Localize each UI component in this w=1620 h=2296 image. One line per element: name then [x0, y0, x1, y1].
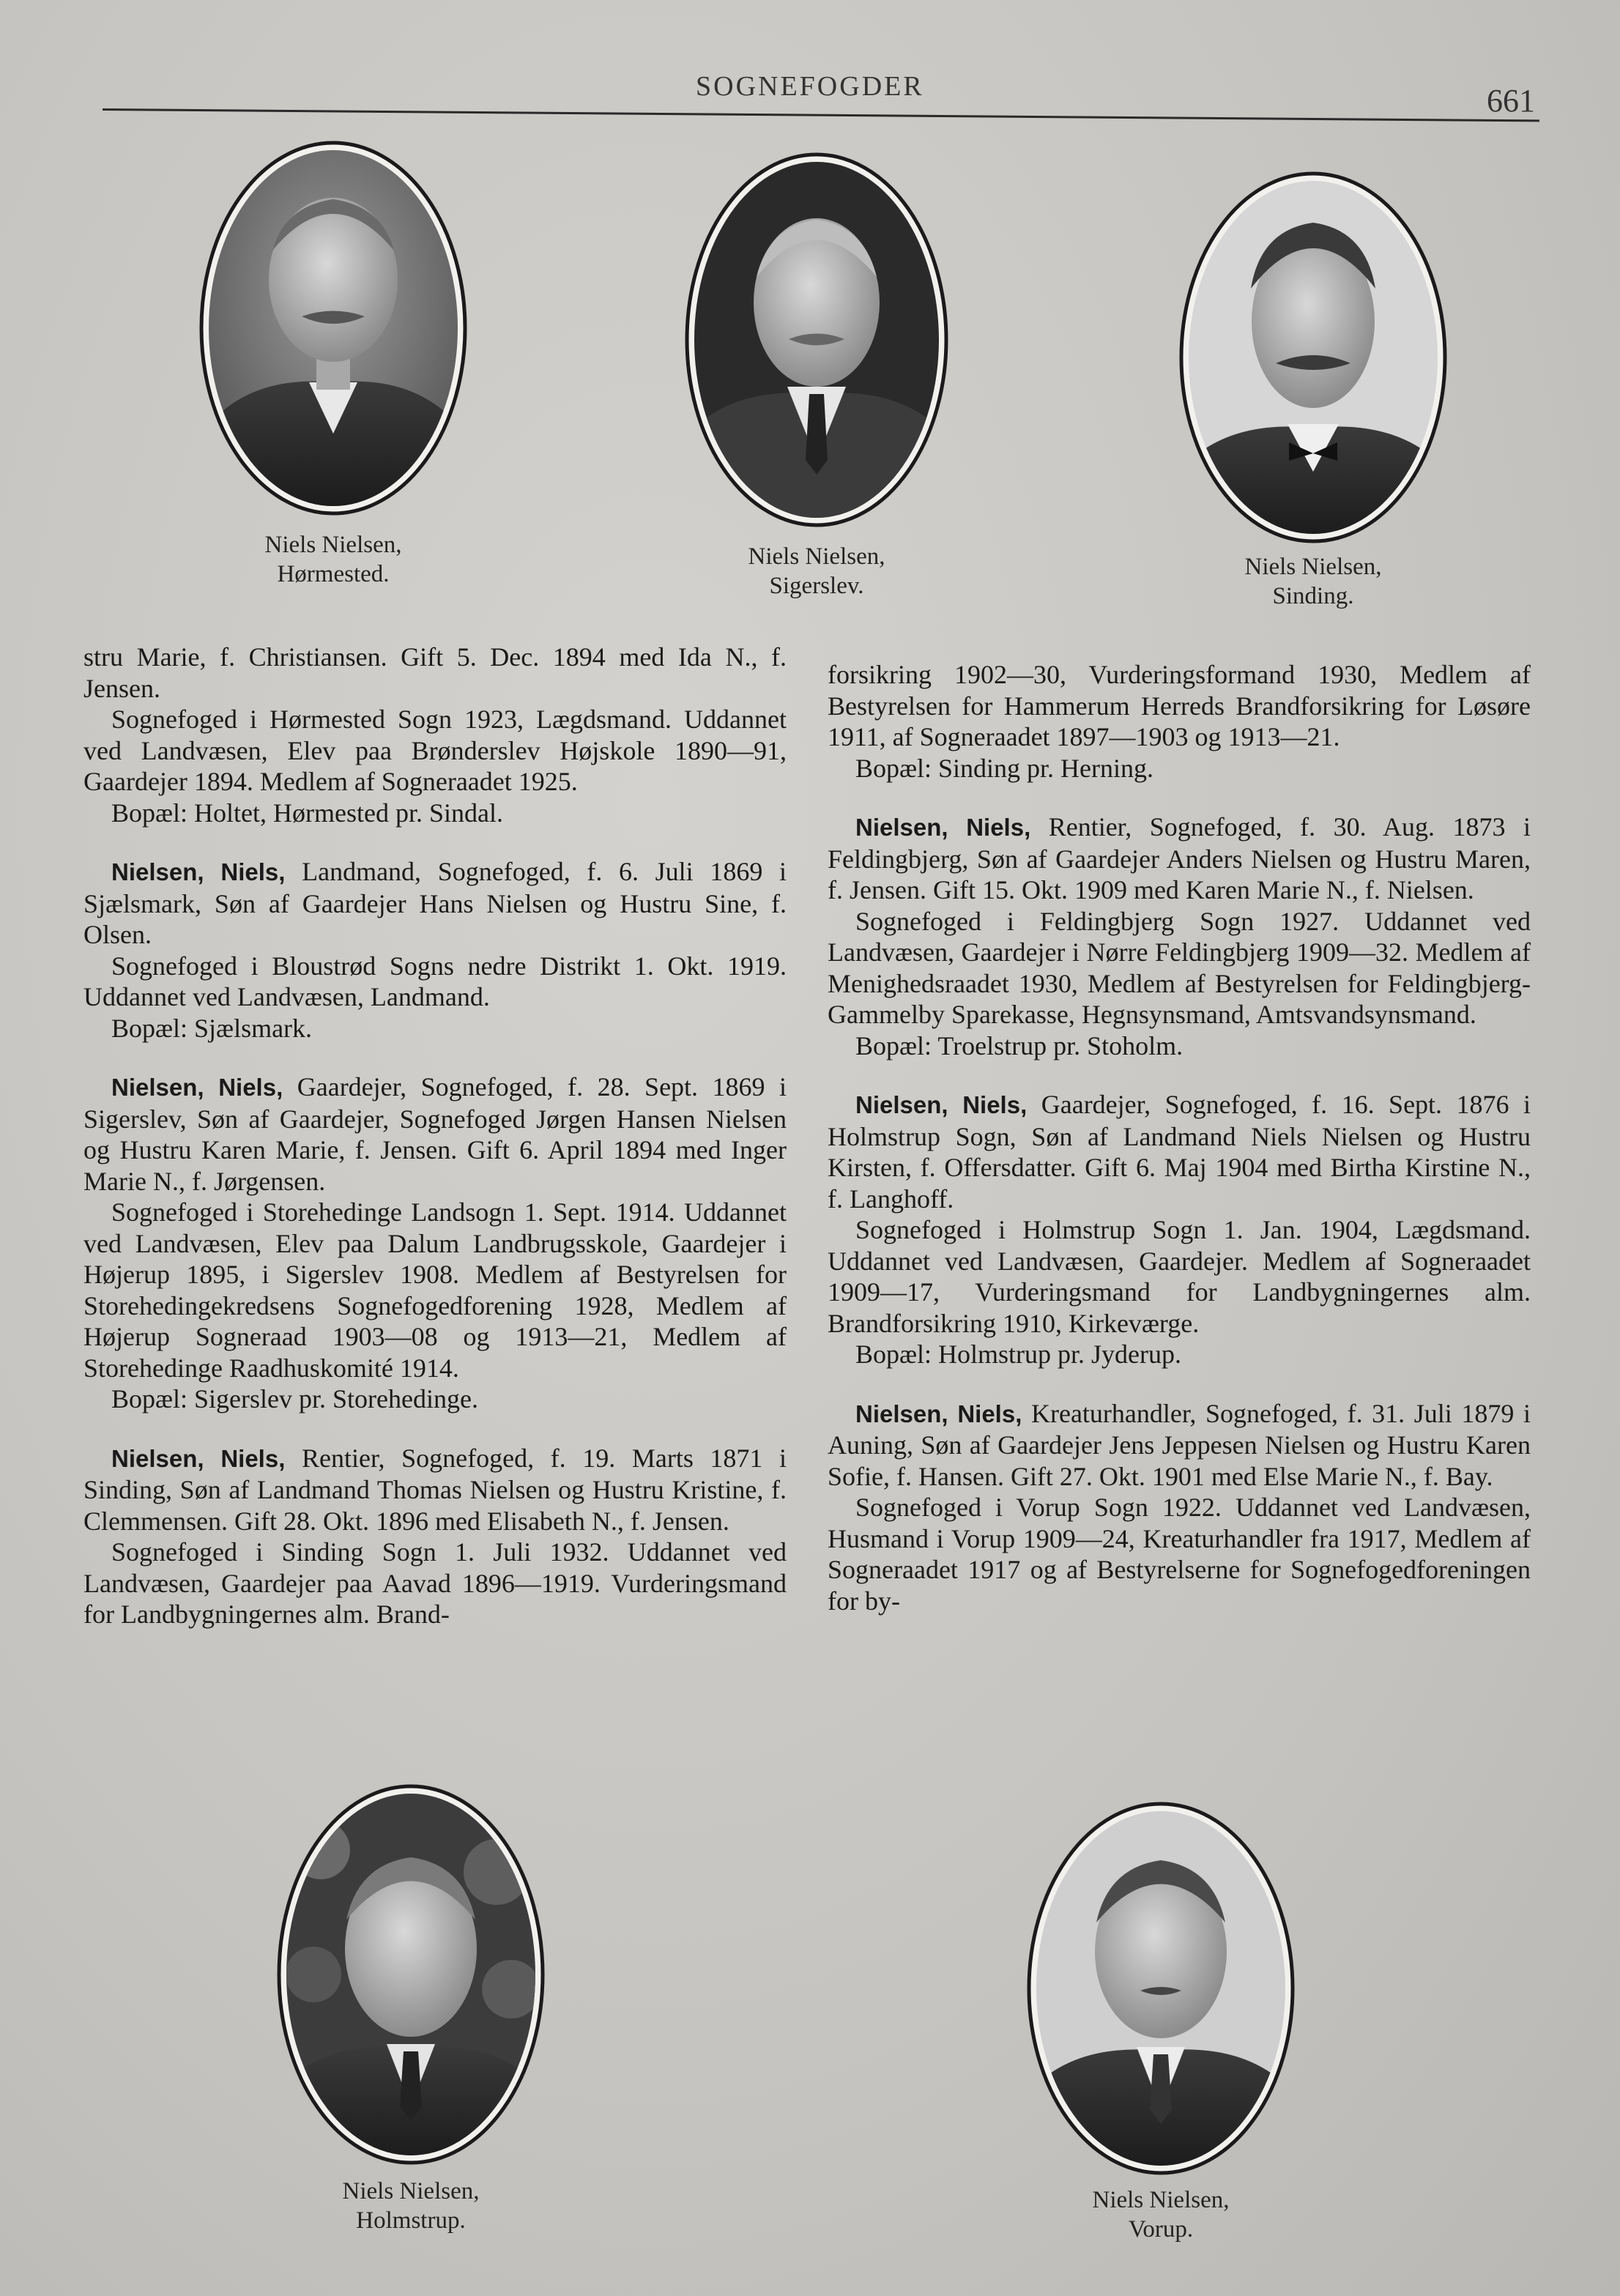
entry-bio: Rentier, Sognefoged, f. 19. Marts 1871 i Sinding, Søn af Landmand Thomas Nielsen og Hustru Kristine, f. Clemmensen. Gift 28. Okt. 1896 med Elisabeth N., f. Jensen.	[83, 1443, 787, 1536]
entry-address: Bopæl: Sigerslev pr. Storehedinge.	[111, 1384, 478, 1413]
entry-bio: Kreaturhandler, Sognefoged, f. 31. Juli 1879 i Auning, Søn af Gaardejer Jens Jeppesen Nielsen og Hustru Karen Sofie, f. Hansen. Gift 27. Okt. 1901 med Else Marie N., f. Bay.	[828, 1398, 1531, 1491]
portrait-sinding	[1179, 171, 1447, 543]
entry-career: Sognefoged i Feldingbjerg Sogn 1927. Uddannet ved Landvæsen, Gaardejer i Nørre Feldingbjerg 1909—32. Medlem af Menighedsraadet 1930, Medlem af Bestyrelsen for Feldingbjerg-Gammelby Sparekasse, Hegnsynsmand, Amtsvandsynsmand.	[828, 906, 1531, 1029]
header-rule	[103, 108, 1539, 122]
portrait-sigerslev	[685, 152, 948, 527]
biography-entry	[828, 1089, 1531, 1370]
entry-bio: Gaardejer, Sognefoged, f. 28. Sept. 1869 i Sigerslev, Søn af Gaardejer, Sognefoged Jørgen Hansen Nielsen og Hustru Karen Marie, f. Jensen. Gift 6. April 1894 med Inger Marie N., f. Jørgensen.	[83, 1072, 787, 1196]
portrait-hormested	[199, 141, 467, 516]
biography-entry	[828, 1398, 1531, 1617]
entry-career: Sognefoged i Vorup Sogn 1922. Uddannet ved Landvæsen, Husmand i Vorup 1909—24, Kreaturhandler fra 1917, Medlem af Sogneraadet 1917 og af Bestyrelserne for Sognefogedforeningen for by-	[828, 1493, 1531, 1616]
entry-name: Nielsen, Niels,	[855, 1091, 1028, 1118]
entry-name: Nielsen, Niels,	[855, 814, 1031, 841]
entry-continuation: forsikring 1902—30, Vurderingsformand 1930, Medlem af Bestyrelsen for Hammerum Herreds Brandforsikring for Løsøre 1911, af Sogneraadet 1897—1903 og 1913—21.	[828, 660, 1531, 751]
biography-entry	[83, 1443, 787, 1630]
biography-entry	[83, 1071, 787, 1415]
portrait-caption: Niels Nielsen, Sigerslev.	[748, 543, 885, 599]
biography-entry	[83, 856, 787, 1044]
portrait-caption: Niels Nielsen, Vorup.	[1092, 2187, 1230, 2243]
entry-bio: Gaardejer, Sognefoged, f. 16. Sept. 1876 i Holmstrup Sogn, Søn af Landmand Niels Nielsen og Hustru Kirsten, f. Offersdatter. Gift 6. Maj 1904 med Birtha Kirstine N., f. Langhoff.	[828, 1090, 1531, 1214]
entry-name: Nielsen, Niels,	[111, 1444, 286, 1472]
entry-career: Sognefoged i Storehedinge Landsogn 1. Sept. 1914. Uddannet ved Landvæsen, Elev paa Dalum Landbrugsskole, Gaardejer i Højerup 1895, i Sigerslev 1908. Medlem af Bestyrelsen for Storehedingekredsens Sognefogedforening 1928, Medlem af Højerup Sogneraad 1903—08 og 1913—21, Medlem af Storehedinge Raadhuskomité 1914.	[83, 1197, 787, 1383]
running-title: SOGNEFOGDER	[696, 71, 924, 102]
entry-bio: Landmand, Sognefoged, f. 6. Juli 1869 i Sjælsmark, Søn af Gaardejer Hans Nielsen og Hustru Sine, f. Olsen.	[83, 857, 787, 949]
entry-name: Nielsen, Niels,	[111, 1074, 283, 1101]
entry-career: Sognefoged i Sinding Sogn 1. Juli 1932. Uddannet ved Landvæsen, Gaardejer paa Aavad 1896—1919. Vurderingsmand for Landbygningernes alm. Brand-	[83, 1537, 787, 1629]
entry-career: Sognefoged i Bloustrød Sogns nedre Distrikt 1. Okt. 1919. Uddannet ved Landvæsen, Landmand.	[83, 951, 787, 1011]
entry-address: Bopæl: Holmstrup pr. Jyderup.	[855, 1340, 1182, 1369]
entry-career: Sognefoged i Holmstrup Sogn 1. Jan. 1904, Lægdsmand. Uddannet ved Landvæsen, Gaardejer. Medlem af Sogneraadet 1909—17, Vurderingsmand for Landbygningernes alm. Brandforsikring 1910, Kirkeværge.	[828, 1215, 1531, 1338]
entry-name: Nielsen, Niels,	[855, 1400, 1022, 1427]
entry-address: Bopæl: Sjælsmark.	[111, 1013, 313, 1043]
entry-career: Sognefoged i Hørmested Sogn 1923, Lægdsmand. Uddannet ved Landvæsen, Elev paa Brønderslev Højskole 1890—91, Gaardejer 1894. Medlem af Sogneraadet 1925.	[83, 705, 787, 796]
portrait-caption: Niels Nielsen, Sinding.	[1244, 554, 1382, 609]
entry-name: Nielsen, Niels,	[111, 858, 286, 885]
portrait-vorup	[1027, 1802, 1295, 2175]
portrait-holmstrup	[277, 1784, 545, 2165]
left-column	[83, 642, 787, 1630]
entry-address: Bopæl: Troelstrup pr. Stoholm.	[855, 1030, 1184, 1060]
entry-address: Bopæl: Sinding pr. Herning.	[855, 753, 1154, 783]
entry-continuation: stru Marie, f. Christiansen. Gift 5. Dec. 1894 med Ida N., f. Jensen.	[83, 642, 787, 703]
portrait-caption: Niels Nielsen, Holmstrup.	[342, 2178, 480, 2234]
right-column	[828, 659, 1531, 1616]
entry-address: Bopæl: Holtet, Hørmested pr. Sindal.	[111, 798, 503, 828]
page-number: 661	[1487, 83, 1535, 119]
portrait-caption: Niels Nielsen, Hørmested.	[264, 532, 402, 587]
biography-entry	[828, 811, 1531, 1061]
entry-bio: Rentier, Sognefoged, f. 30. Aug. 1873 i Feldingbjerg, Søn af Gaardejer Anders Nielsen og Hustru Maren, f. Jensen. Gift 15. Okt. 1909 med Karen Marie N., f. Nielsen.	[828, 812, 1531, 904]
